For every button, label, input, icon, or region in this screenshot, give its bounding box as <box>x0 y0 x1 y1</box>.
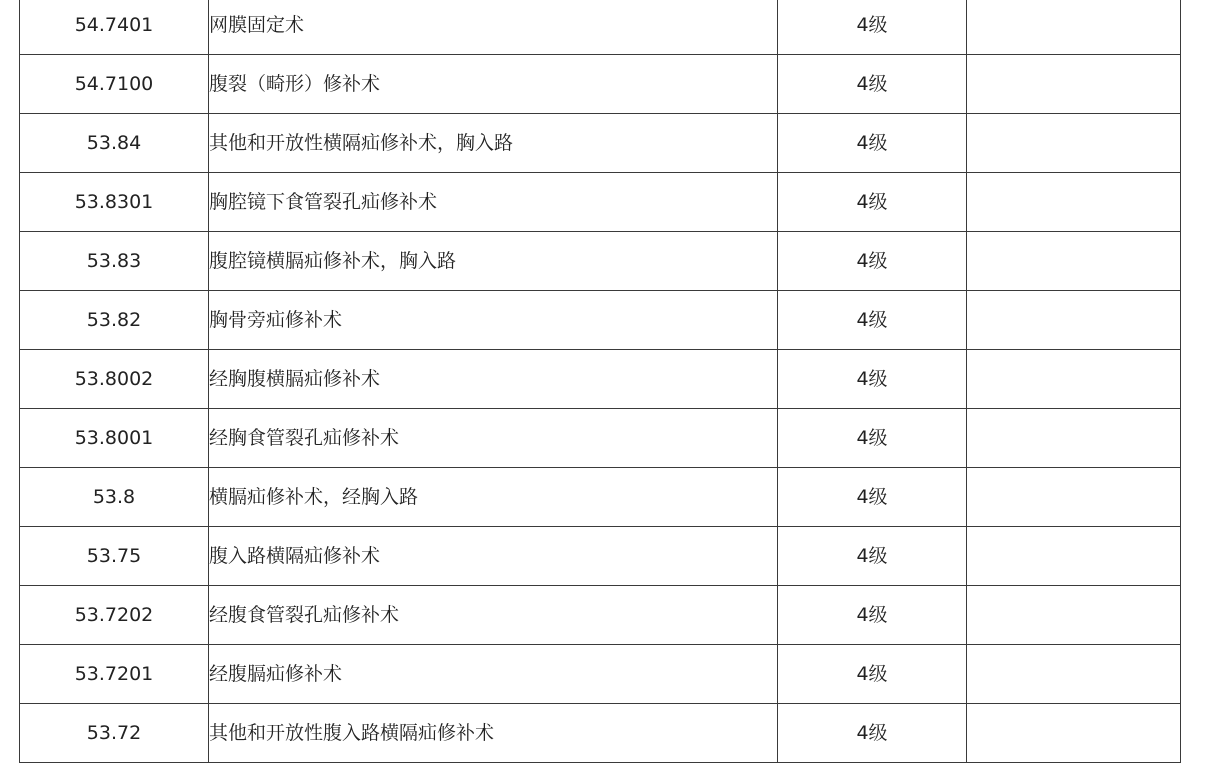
procedure-name-cell: 其他和开放性腹入路横隔疝修补术 <box>209 704 778 763</box>
note-cell <box>967 173 1181 232</box>
note-cell <box>967 0 1181 55</box>
procedure-name-cell: 其他和开放性横隔疝修补术，胸入路 <box>209 114 778 173</box>
procedure-level-cell: 4级 <box>778 232 967 291</box>
procedure-table <box>19 0 1181 763</box>
procedure-name-cell: 经胸腹横膈疝修补术 <box>209 350 778 409</box>
table-row <box>20 173 1181 232</box>
note-cell <box>967 468 1181 527</box>
procedure-name-cell: 经腹膈疝修补术 <box>209 645 778 704</box>
procedure-code-cell: 53.8 <box>20 468 209 527</box>
procedure-code-cell: 53.82 <box>20 291 209 350</box>
table-row <box>20 232 1181 291</box>
procedure-level-cell: 4级 <box>778 704 967 763</box>
procedure-name-cell: 腹腔镜横膈疝修补术，胸入路 <box>209 232 778 291</box>
table-row <box>20 468 1181 527</box>
table-row <box>20 586 1181 645</box>
procedure-code-cell: 53.75 <box>20 527 209 586</box>
procedure-code-cell: 53.8301 <box>20 173 209 232</box>
procedure-name-cell: 腹裂（畸形）修补术 <box>209 55 778 114</box>
procedure-code-cell: 53.8002 <box>20 350 209 409</box>
procedure-level-cell: 4级 <box>778 527 967 586</box>
note-cell <box>967 586 1181 645</box>
procedure-code-cell: 53.83 <box>20 232 209 291</box>
procedure-name-cell: 横膈疝修补术，经胸入路 <box>209 468 778 527</box>
procedure-name-cell: 经腹食管裂孔疝修补术 <box>209 586 778 645</box>
procedure-level-cell: 4级 <box>778 0 967 55</box>
note-cell <box>967 114 1181 173</box>
table-row <box>20 55 1181 114</box>
procedure-level-cell: 4级 <box>778 586 967 645</box>
note-cell <box>967 527 1181 586</box>
procedure-code-cell: 54.7100 <box>20 55 209 114</box>
procedure-name-cell: 胸骨旁疝修补术 <box>209 291 778 350</box>
procedure-code-cell: 53.8001 <box>20 409 209 468</box>
procedure-level-cell: 4级 <box>778 173 967 232</box>
procedure-level-cell: 4级 <box>778 55 967 114</box>
table-row <box>20 409 1181 468</box>
procedure-name-cell: 经胸食管裂孔疝修补术 <box>209 409 778 468</box>
note-cell <box>967 645 1181 704</box>
table-row <box>20 350 1181 409</box>
procedure-level-cell: 4级 <box>778 645 967 704</box>
table-row <box>20 704 1181 763</box>
procedure-code-cell: 53.7202 <box>20 586 209 645</box>
procedure-name-cell: 腹入路横隔疝修补术 <box>209 527 778 586</box>
procedure-code-cell: 53.84 <box>20 114 209 173</box>
procedure-level-cell: 4级 <box>778 409 967 468</box>
table-row <box>20 291 1181 350</box>
procedure-name-cell: 网膜固定术 <box>209 0 778 55</box>
table-row <box>20 114 1181 173</box>
procedure-name-cell: 胸腔镜下食管裂孔疝修补术 <box>209 173 778 232</box>
procedure-code-cell: 53.72 <box>20 704 209 763</box>
procedure-code-cell: 54.7401 <box>20 0 209 55</box>
note-cell <box>967 350 1181 409</box>
procedure-level-cell: 4级 <box>778 350 967 409</box>
note-cell <box>967 704 1181 763</box>
note-cell <box>967 55 1181 114</box>
procedure-level-cell: 4级 <box>778 291 967 350</box>
procedure-code-cell: 53.7201 <box>20 645 209 704</box>
table-row <box>20 645 1181 704</box>
note-cell <box>967 409 1181 468</box>
table-row <box>20 0 1181 55</box>
procedure-level-cell: 4级 <box>778 114 967 173</box>
table-row <box>20 527 1181 586</box>
procedure-level-cell: 4级 <box>778 468 967 527</box>
note-cell <box>967 291 1181 350</box>
note-cell <box>967 232 1181 291</box>
